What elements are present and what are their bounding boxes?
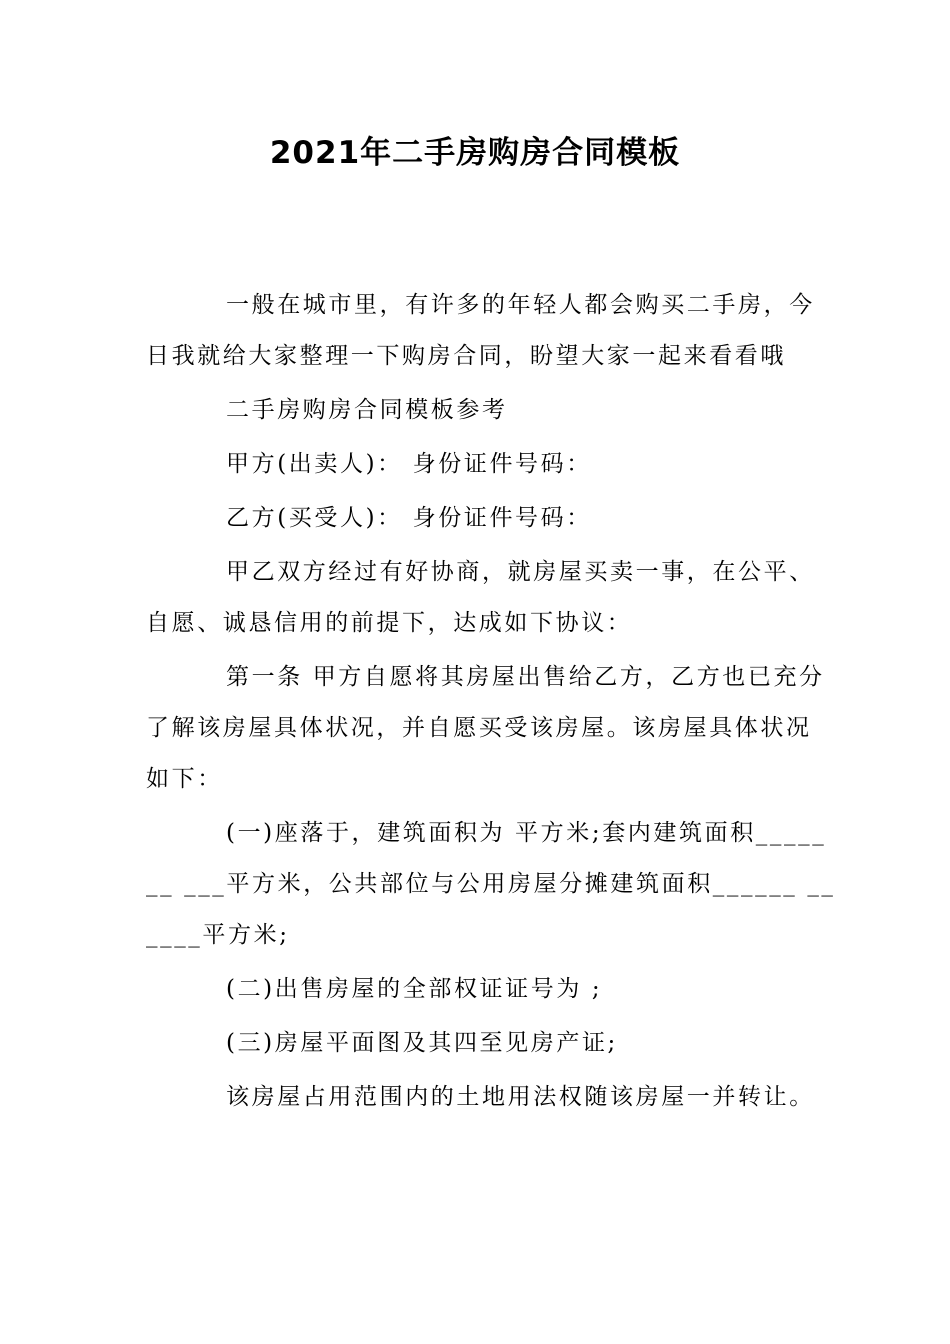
document-body [146, 280, 836, 1126]
document-title: 2021年二手房购房合同模板 [269, 135, 681, 171]
paragraph-article-one: 第一条 甲方自愿将其房屋出售给乙方，乙方也已充分了解该房屋具体状况，并自愿买受该房屋。该房屋具体状况如下： [146, 664, 825, 792]
paragraph-party-b: 乙方(买受人)： 身份证件号码： [226, 505, 592, 531]
paragraph-template-heading: 二手房购房合同模板参考 [226, 397, 508, 423]
paragraph-item-three: (三)房屋平面图及其四至见房产证; [226, 1030, 618, 1056]
paragraph-party-a: 甲方(出卖人)： 身份证件号码： [226, 451, 592, 477]
paragraph-land-use: 该房屋占用范围内的土地用法权随该房屋一并转让。 [226, 1084, 815, 1110]
paragraph-item-two: (二)出售房屋的全部权证证号为 ; [226, 976, 603, 1002]
paragraph-agreement-preamble: 甲乙双方经过有好协商，就房屋买卖一事，在公平、自愿、诚恳信用的前提下，达成如下协议： [146, 559, 815, 636]
paragraph-item-one: (一)座落于，建筑面积为 平方米;套内建筑面积_______ ___平方米，公共部位与公用房屋分摊建筑面积______ ______平方米; [146, 820, 836, 948]
paragraph-intro: 一般在城市里，有许多的年轻人都会购买二手房，今日我就给大家整理一下购房合同，盼望大家一起来看看哦 [146, 292, 815, 369]
